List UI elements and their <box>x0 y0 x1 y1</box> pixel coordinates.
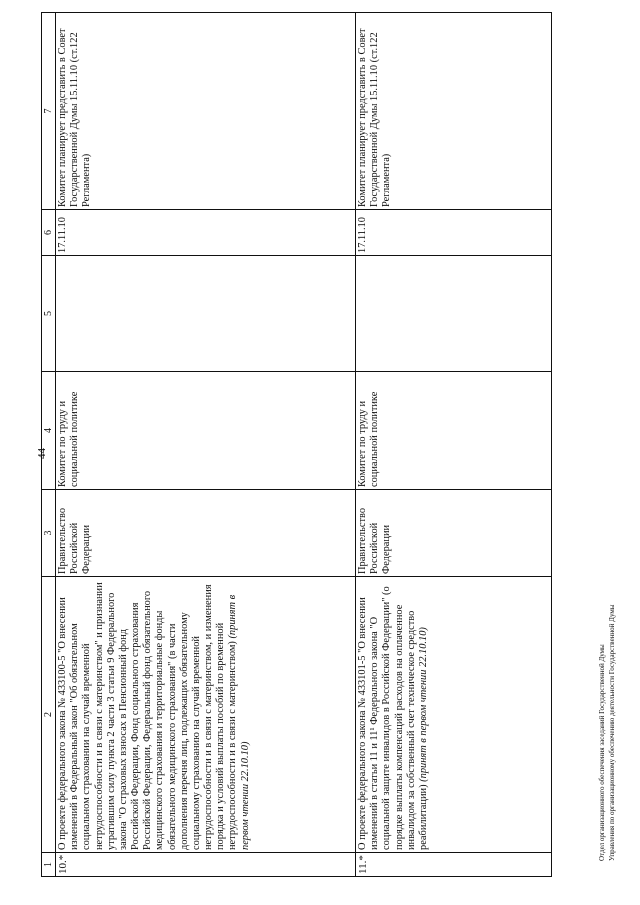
col-header: 6 <box>42 210 56 256</box>
table-row <box>56 13 356 877</box>
agenda-table <box>41 12 552 877</box>
col-header: 7 <box>42 13 56 210</box>
reading-note: (принят в первом чтении 22.10.10) <box>227 594 251 850</box>
plan-cell: Комитет планирует представить в Совет Государственной Думы 15.11.10 (ст.122 Регламента) <box>56 13 356 210</box>
plan-cell: Комитет планирует представить в Совет Государственной Думы 15.11.10 (ст.122 Регламента) <box>356 13 552 210</box>
initiator: Правительство Российской Федерации <box>356 490 552 577</box>
bill-description <box>56 577 356 853</box>
committee: Комитет по труду и социальной политике <box>356 372 552 490</box>
header-row <box>42 13 56 877</box>
initiator: Правительство Российской Федерации <box>56 490 356 577</box>
col-header: 3 <box>42 490 56 577</box>
page-footer <box>598 605 617 861</box>
col-header: 5 <box>42 256 56 372</box>
page-number: 44 <box>36 448 48 459</box>
bill-title: О проекте федерального закона № 433100-5 <box>57 655 68 850</box>
reading-note: (принят в первом чтении 22.10.10) <box>417 627 429 782</box>
footer-line: Отдел организационного обеспечения заседаний Государственной Думы <box>598 644 606 861</box>
row-number: 11.* <box>356 853 552 877</box>
row-number: 10.* <box>56 853 356 877</box>
bill-description <box>356 577 552 853</box>
date-cell: 17.11.10 <box>56 210 356 256</box>
committee: Комитет по труду и социальной политике <box>56 372 356 490</box>
bill-title: О проекте федерального закона № 433101-5 <box>357 655 368 850</box>
col5-cell <box>356 256 552 372</box>
col5-cell <box>56 256 356 372</box>
table-row <box>356 13 552 877</box>
bill-body: "О внесении изменений в Федеральный закон "Об обязательном социальном страховании на случай временной нетрудоспособности и в связи с материнством" и признании утратившим силу пункта 2 части 3 статьи 9 Федерального закона "О страховых взносах в Пенсионный фонд Российской Федерации, Фонд социального страхования Российской Федерации, Федеральный фонд обязательного медицинского страхования и территориальные фонды обязательного медицинского страхования" (в части дополнения перечня лиц, подлежащих обязательному социальному страхованию на случай временной нетрудоспособности и в связи с материнством, и изменения порядка и условий выплаты пособий по временной нетрудоспособности и в связи с материнством) <box>57 582 239 850</box>
date-cell: 17.11.10 <box>356 210 552 256</box>
col-header: 4 <box>42 372 56 490</box>
col-header: 2 <box>42 577 56 853</box>
bill-body: "О внесении изменений в статьи 11 и 11¹ Федерального закона "О социальной защите инвалидов в Российской Федерации" (о порядке выплаты компенсаций расходов на оплаченное инвалидом за собственный счет техническое средство реабилитации) <box>357 586 429 850</box>
footer-line: Управления по организационному обеспечению деятельности Государственной Думы <box>607 604 616 861</box>
col-header: 1 <box>42 853 56 877</box>
